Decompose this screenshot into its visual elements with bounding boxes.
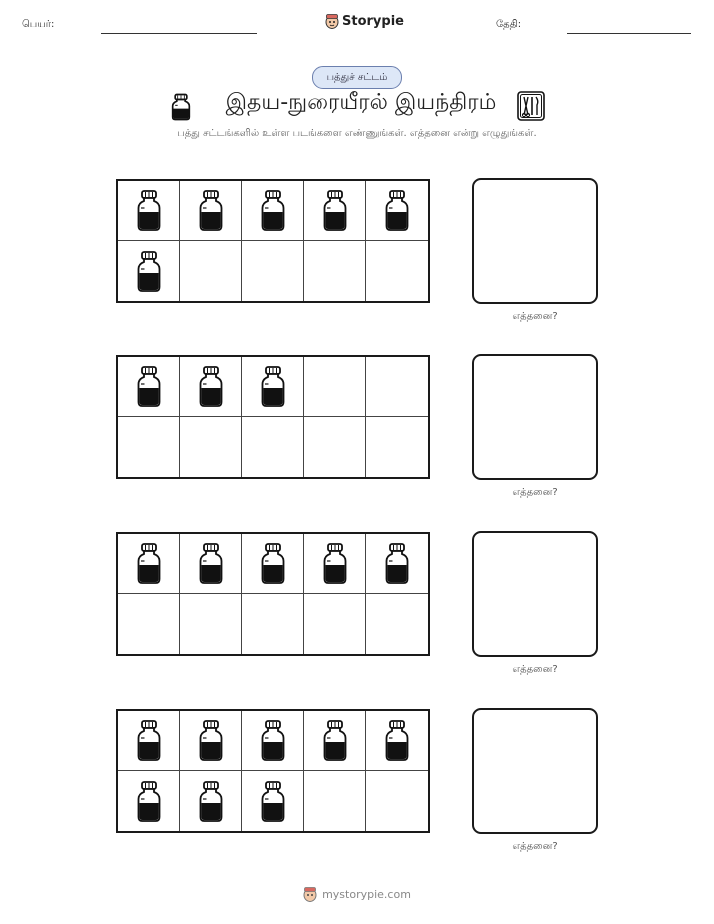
answer-box[interactable] <box>472 178 598 304</box>
date-line[interactable] <box>567 33 691 34</box>
ten-frame-cell <box>304 357 366 417</box>
worksheet-type-badge: பத்துச் சட்டம் <box>312 66 402 89</box>
medicine-jar-icon <box>171 92 191 122</box>
ten-frame-cell <box>366 771 428 831</box>
ten-frame <box>116 532 430 656</box>
medicine-jar-icon <box>323 543 347 584</box>
ten-frame-cell <box>118 181 180 241</box>
ten-frame-cell <box>366 241 428 301</box>
ten-frame-cell <box>242 711 304 771</box>
footer <box>0 886 714 903</box>
ten-frame-cell <box>304 181 366 241</box>
how-many-label: எத்தனை? <box>512 664 558 675</box>
date-label: தேதி: <box>496 19 522 30</box>
medicine-jar-icon <box>261 543 285 584</box>
brand-logo <box>325 13 404 30</box>
medicine-jar-icon <box>199 190 223 231</box>
answer-box[interactable] <box>472 531 598 657</box>
medicine-jar-icon <box>323 190 347 231</box>
how-many-label: எத்தனை? <box>512 311 558 322</box>
medicine-jar-icon <box>137 251 161 292</box>
ten-frame-cell <box>242 181 304 241</box>
ten-frame-cell <box>304 594 366 654</box>
medicine-jar-icon <box>261 781 285 822</box>
ten-frame-cell <box>118 417 180 477</box>
ten-frame-cell <box>180 417 242 477</box>
medicine-jar-icon <box>137 366 161 407</box>
ten-frame-cell <box>180 357 242 417</box>
ten-frame-cell <box>180 594 242 654</box>
medicine-jar-icon <box>199 543 223 584</box>
ten-frame <box>116 709 430 833</box>
ten-frame <box>116 355 430 479</box>
brand-name: Storypie <box>342 14 404 29</box>
instructions: பத்து சட்டங்களில் உள்ள படங்களை எண்ணுங்கள். எத்தனை என்று எழுதுங்கள். <box>177 128 537 139</box>
ten-frame-cell <box>366 181 428 241</box>
ten-frame <box>116 179 430 303</box>
ten-frame-cell <box>242 357 304 417</box>
medicine-jar-icon <box>137 720 161 761</box>
footer-site: mystorypie.com <box>322 888 411 901</box>
ten-frame-cell <box>242 594 304 654</box>
ten-frame-cell <box>366 417 428 477</box>
ten-frame-cell <box>180 711 242 771</box>
storypie-mascot-icon <box>325 13 339 30</box>
answer-box[interactable] <box>472 708 598 834</box>
ten-frame-cell <box>118 357 180 417</box>
name-label: பெயர்: <box>22 19 55 30</box>
ten-frame-cell <box>366 594 428 654</box>
medicine-jar-icon <box>261 366 285 407</box>
ten-frame-cell <box>304 771 366 831</box>
storypie-mascot-icon <box>303 886 317 903</box>
ten-frame-cell <box>118 534 180 594</box>
page-title: இதய-நுரையீரல் இயந்திரம் <box>225 90 497 115</box>
medicine-jar-icon <box>385 190 409 231</box>
medicine-jar-icon <box>261 190 285 231</box>
ten-frame-cell <box>242 241 304 301</box>
surgical-tools-icon <box>517 91 545 121</box>
ten-frame-cell <box>118 241 180 301</box>
ten-frame-cell <box>242 417 304 477</box>
ten-frame-cell <box>242 534 304 594</box>
ten-frame-cell <box>304 711 366 771</box>
how-many-label: எத்தனை? <box>512 841 558 852</box>
ten-frame-cell <box>304 417 366 477</box>
ten-frame-cell <box>304 534 366 594</box>
medicine-jar-icon <box>199 720 223 761</box>
ten-frame-cell <box>118 771 180 831</box>
ten-frame-cell <box>366 534 428 594</box>
medicine-jar-icon <box>385 720 409 761</box>
medicine-jar-icon <box>199 366 223 407</box>
medicine-jar-icon <box>137 781 161 822</box>
ten-frame-cell <box>366 357 428 417</box>
name-line[interactable] <box>101 33 257 34</box>
medicine-jar-icon <box>385 543 409 584</box>
ten-frame-cell <box>180 771 242 831</box>
medicine-jar-icon <box>199 781 223 822</box>
ten-frame-cell <box>180 534 242 594</box>
ten-frame-cell <box>180 241 242 301</box>
medicine-jar-icon <box>137 543 161 584</box>
ten-frame-cell <box>118 711 180 771</box>
how-many-label: எத்தனை? <box>512 487 558 498</box>
ten-frame-cell <box>118 594 180 654</box>
medicine-jar-icon <box>323 720 347 761</box>
medicine-jar-icon <box>137 190 161 231</box>
ten-frame-cell <box>366 711 428 771</box>
medicine-jar-icon <box>261 720 285 761</box>
ten-frame-cell <box>180 181 242 241</box>
ten-frame-cell <box>242 771 304 831</box>
ten-frame-cell <box>304 241 366 301</box>
answer-box[interactable] <box>472 354 598 480</box>
